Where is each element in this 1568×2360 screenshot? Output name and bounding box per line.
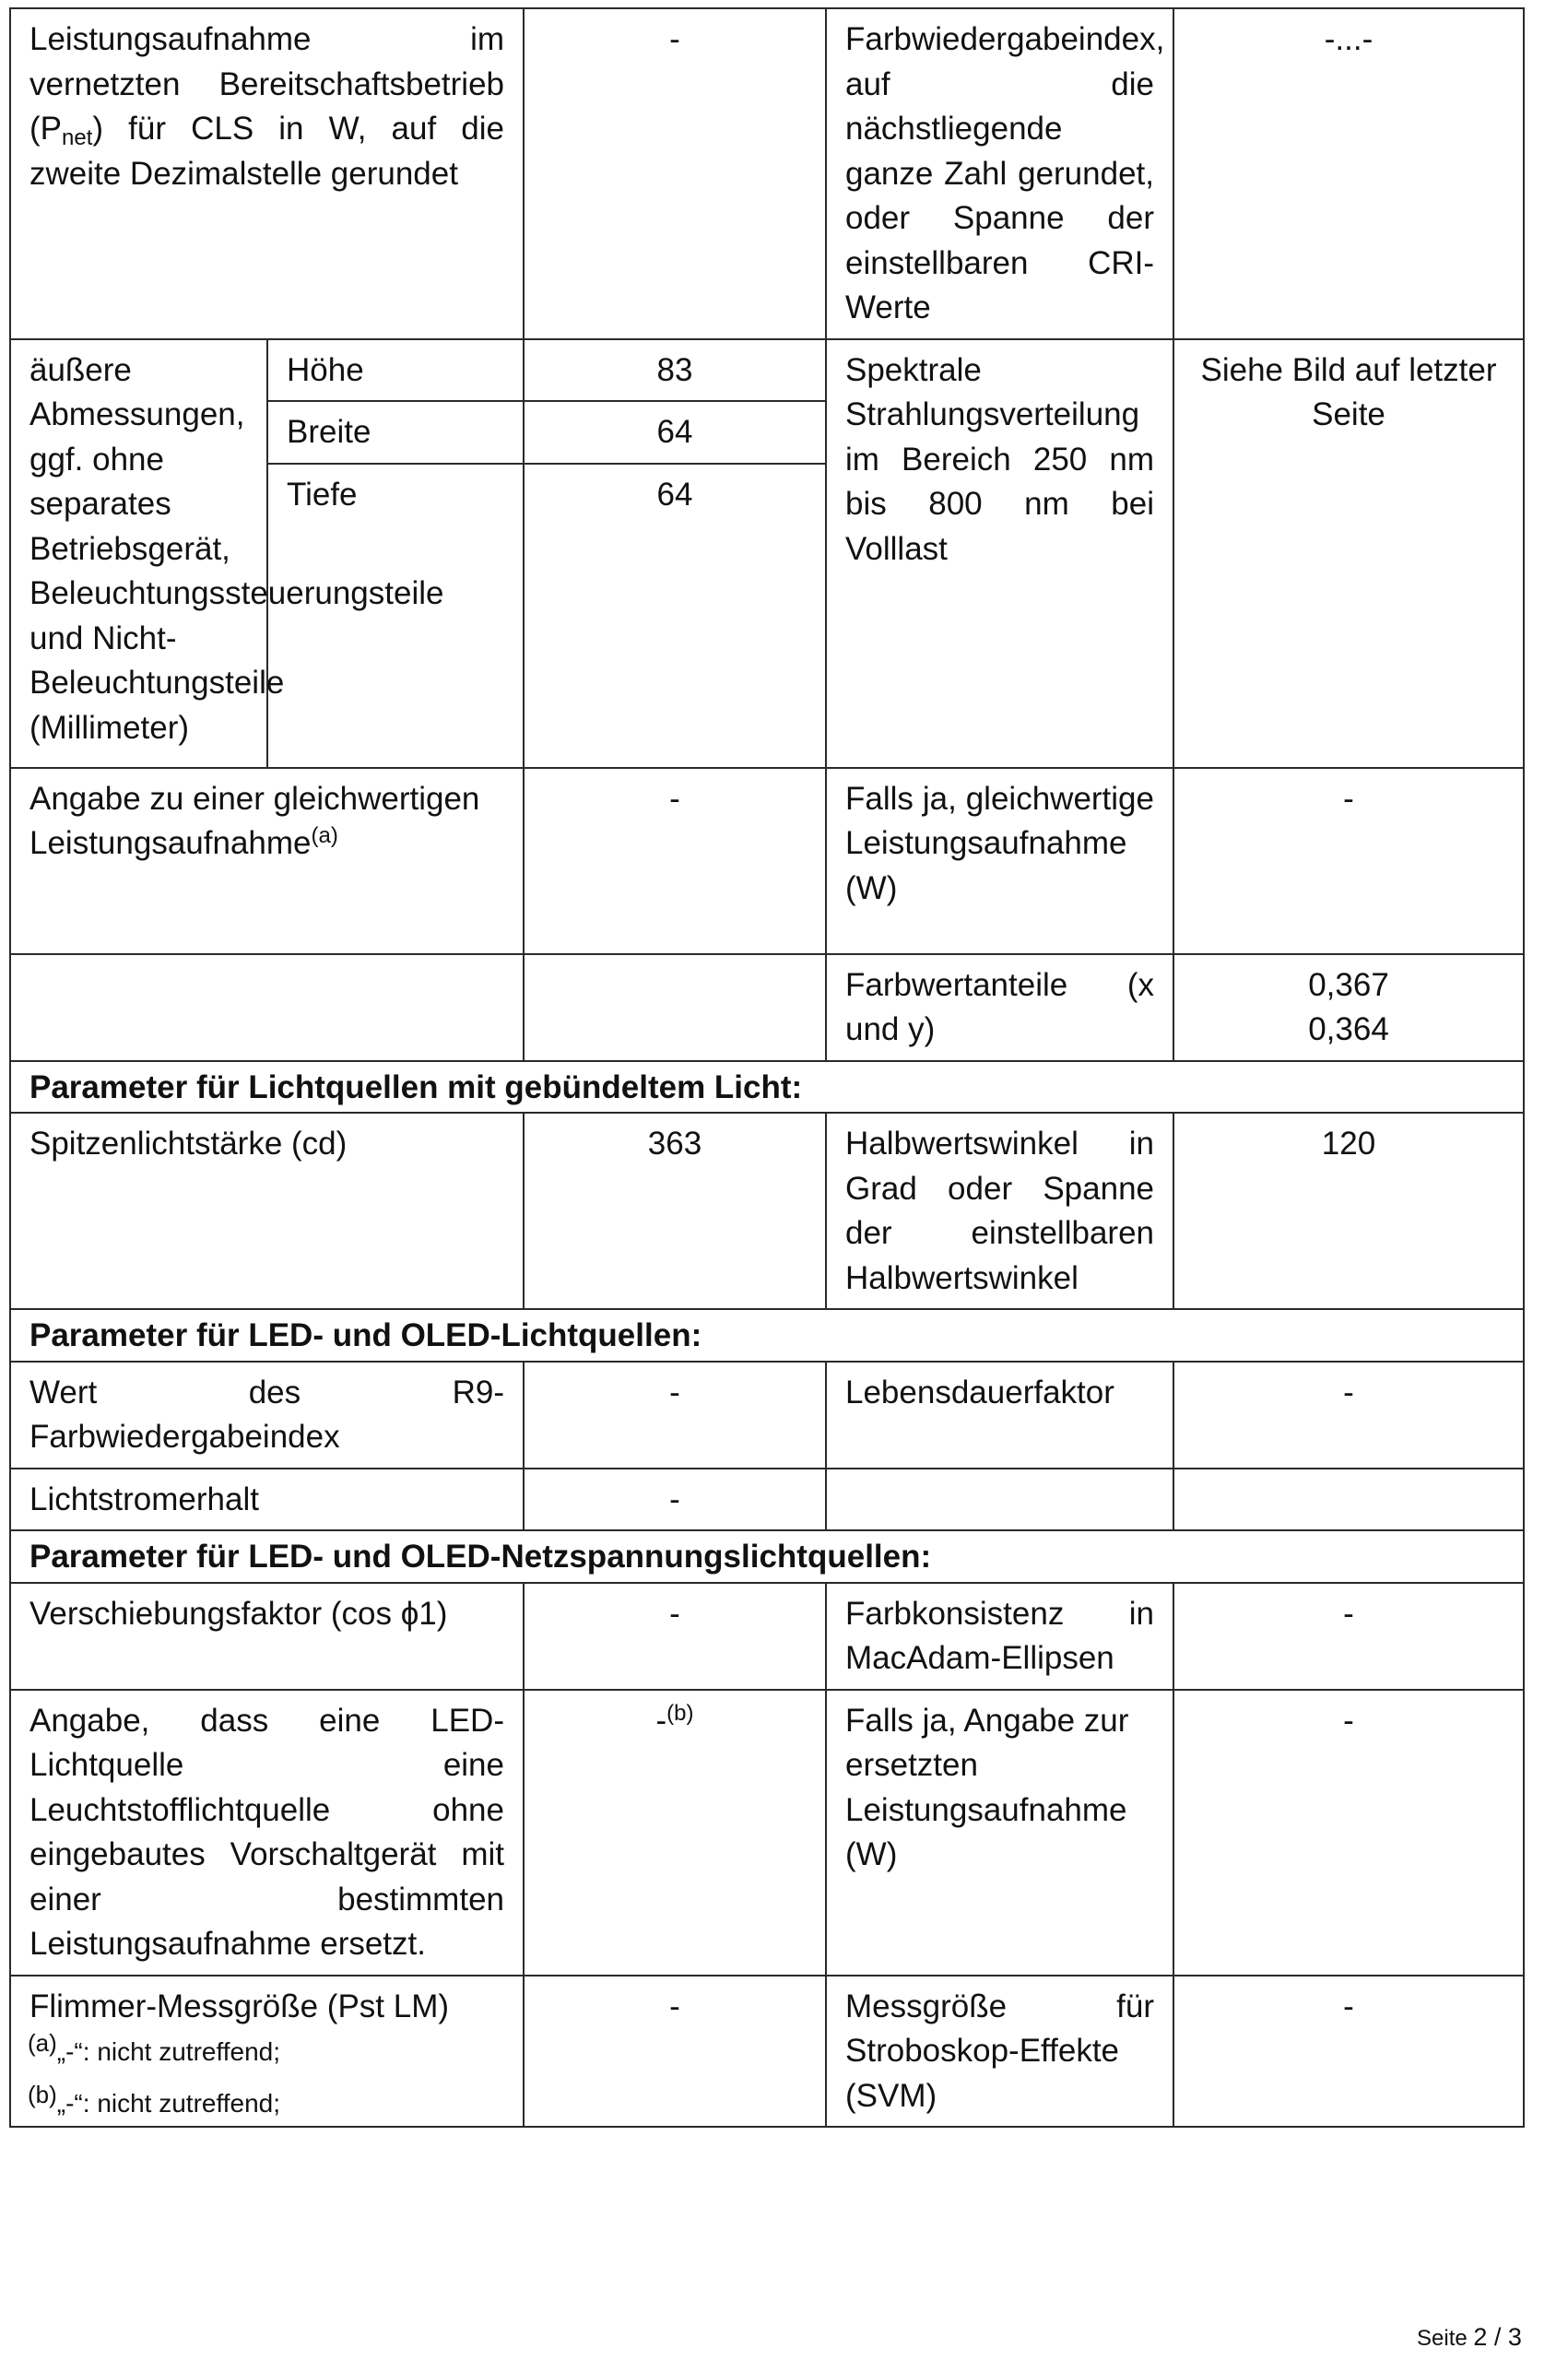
dim-line: (Millimeter)	[29, 709, 190, 746]
value-displacement-factor: -	[524, 1583, 826, 1690]
label-depth: Tiefe	[267, 464, 524, 768]
dim-line: separates	[29, 486, 171, 522]
label-width: Breite	[267, 401, 524, 464]
row-standby-power	[10, 8, 1524, 339]
label-replaced-power: Falls ja, Angabe zur ersetzten Leistungsaufnahme (W)	[826, 1690, 1173, 1976]
parameter-table	[9, 7, 1525, 2128]
section-heading: Parameter für Lichtquellen mit gebündeltem Licht:	[10, 1061, 1524, 1114]
section-led-oled-mains	[10, 1530, 1524, 1583]
value-lumen-maintenance: -	[524, 1469, 826, 1531]
dim-line: Beleuchtungsteile	[29, 665, 285, 701]
value-color-rendering-index: -...-	[1173, 8, 1524, 339]
value-depth: 64	[524, 464, 826, 768]
dim-line: Betriebsgerät,	[29, 530, 230, 567]
value-r9-index: -	[524, 1362, 826, 1469]
row-r9-index	[10, 1362, 1524, 1469]
footnotes	[28, 2026, 280, 2130]
dim-line: äußere	[29, 351, 132, 388]
label-displacement-factor: Verschiebungsfaktor (cos ϕ1)	[10, 1583, 524, 1690]
label-color-rendering-index: Farbwiedergabeindex, auf die nächstliegende ganze Zahl gerundet, oder Spanne der einstellbaren CRI-Werte	[826, 8, 1173, 339]
value-stroboscopic-effect: -	[1173, 1976, 1524, 2128]
empty-cell	[826, 1469, 1173, 1531]
dim-line: Abmessungen,	[29, 396, 245, 432]
value-chromaticity-x: 0,367	[1308, 966, 1389, 1003]
empty-cell	[1173, 1469, 1524, 1531]
label-equivalent-power: Angabe zu einer gleichwertigen Leistungsaufnahme$^{(a)}$	[10, 768, 524, 954]
value-flicker-metric: -	[524, 1976, 826, 2128]
row-dimension-height	[10, 339, 1524, 402]
product-info-sheet	[9, 7, 1523, 2128]
label-flicker-metric: Flimmer-Messgröße (Pst LM)	[10, 1976, 524, 2128]
value-equivalent-power-watts: -	[1173, 768, 1524, 954]
value-width: 64	[524, 401, 826, 464]
page-count: 2 / 3	[1473, 2323, 1522, 2351]
page-label: Seite	[1417, 2326, 1468, 2351]
row-fluorescent-replacement	[10, 1690, 1524, 1976]
value-colour-consistency: -	[1173, 1583, 1524, 1690]
label-survival-factor: Lebensdauerfaktor	[826, 1362, 1173, 1469]
section-heading: Parameter für LED- und OLED-Lichtquellen:	[10, 1309, 1524, 1362]
value-equivalent-power: -	[524, 768, 826, 954]
empty-cell	[524, 954, 826, 1061]
row-equivalent-power	[10, 768, 1524, 954]
empty-cell	[10, 954, 524, 1061]
row-lumen-maintenance	[10, 1469, 1524, 1531]
value-fluorescent-replacement: -$^{(b)}$	[524, 1690, 826, 1976]
section-led-oled	[10, 1309, 1524, 1362]
dim-line: ggf. ohne	[29, 441, 164, 478]
label-fluorescent-replacement: Angabe, dass eine LED-Lichtquelle eine Leuchtstofflichtquelle ohne eingebautes Vorschaltgerät mit einer bestimmten Leistungsaufnahme ersetzt.	[10, 1690, 524, 1976]
row-chromaticity	[10, 954, 1524, 1061]
label-colour-consistency: Farbkonsistenz in MacAdam-Ellipsen	[826, 1583, 1173, 1690]
label-peak-intensity: Spitzenlichtstärke (cd)	[10, 1113, 524, 1309]
value-survival-factor: -	[1173, 1362, 1524, 1469]
label-spectral-distribution: Spektrale Strahlungsverteilung im Bereich 250 nm bis 800 nm bei Volllast	[826, 339, 1173, 768]
label-height: Höhe	[267, 339, 524, 402]
label-chromaticity: Farbwertanteile (x und y)	[826, 954, 1173, 1061]
value-spectral-distribution: Siehe Bild auf letzter Seite	[1173, 339, 1524, 768]
footnote-a: $^{(a)}$„-“: nicht zutreffend;	[28, 2029, 281, 2066]
label-stroboscopic-effect: Messgröße für Stroboskop-Effekte (SVM)	[826, 1976, 1173, 2128]
value-height: 83	[524, 339, 826, 402]
label-equivalent-power-watts: Falls ja, gleichwertige Leistungsaufnahme (W)	[826, 768, 1173, 954]
row-displacement-factor	[10, 1583, 1524, 1690]
label-lumen-maintenance: Lichtstromerhalt	[10, 1469, 524, 1531]
value-beam-angle: 120	[1173, 1113, 1524, 1309]
value-peak-intensity: 363	[524, 1113, 826, 1309]
label-beam-angle: Halbwertswinkel in Grad oder Spanne der einstellbaren Halbwertswinkel	[826, 1113, 1173, 1309]
page-number	[1417, 2323, 1522, 2352]
value-replaced-power: -	[1173, 1690, 1524, 1976]
section-heading: Parameter für LED- und OLED-Netzspannungslichtquellen:	[10, 1530, 1524, 1583]
row-peak-intensity	[10, 1113, 1524, 1309]
dim-line: Beleuchtungssteuerungsteile	[29, 575, 444, 611]
label-r9-index: Wert des R9-Farbwiedergabeindex	[10, 1362, 524, 1469]
value-standby-power: -	[524, 8, 826, 339]
dim-line: und Nicht-	[29, 620, 177, 656]
value-chromaticity	[1173, 954, 1524, 1061]
footnote-b: $^{(b)}$„-“: nicht zutreffend;	[28, 2081, 281, 2118]
section-directional-light	[10, 1061, 1524, 1114]
value-chromaticity-y: 0,364	[1308, 1011, 1389, 1047]
label-standby-power: Leistungsaufnahme im vernetzten Bereitschaftsbetrieb $(P_{net})$ für CLS in W, auf die zweite Dezimalstelle gerundet	[10, 8, 524, 339]
